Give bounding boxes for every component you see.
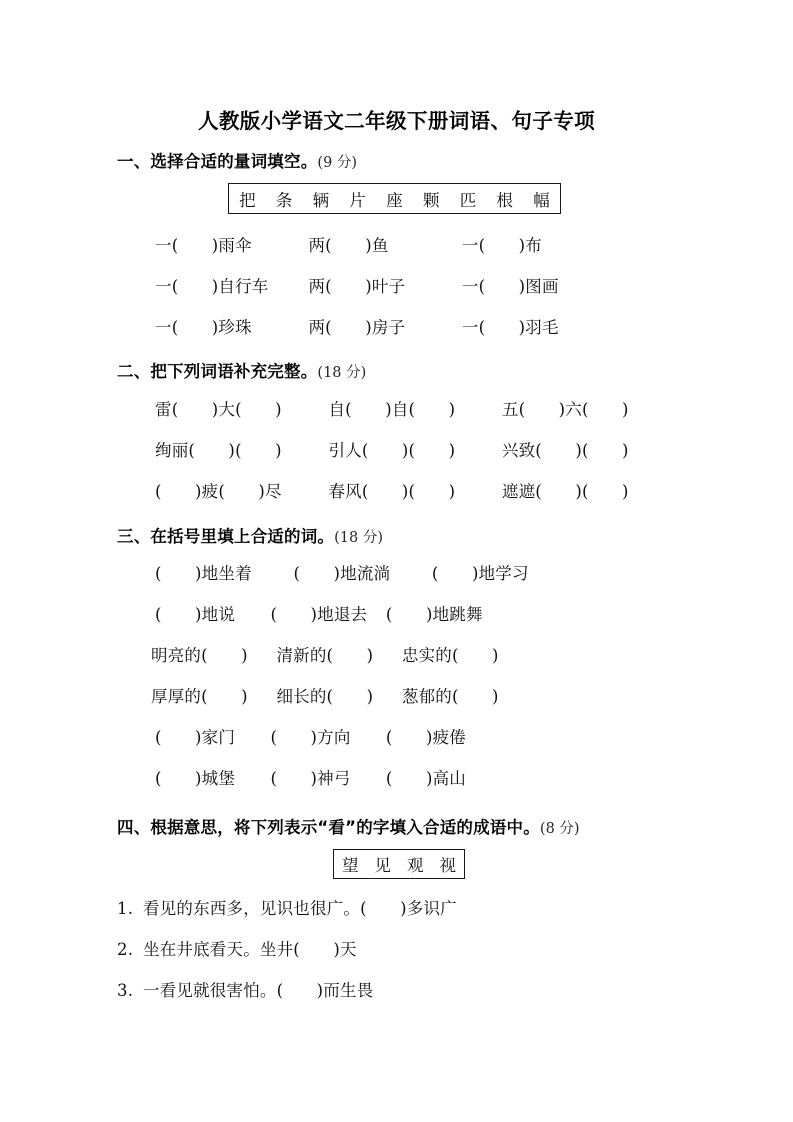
section-number-2: 二、 [117, 362, 151, 381]
word-bank-char: 条 [275, 190, 293, 210]
exercise-blank-item[interactable]: 两( )房子 [308, 318, 406, 337]
exercise-blank-item[interactable]: 引人( )( ) [328, 441, 456, 460]
word-bank-char: 座 [386, 190, 403, 210]
word-bank-char: 片 [349, 190, 366, 210]
exercise-row [151, 683, 522, 707]
section-title-4: 根据意思，将下列表示“看”的字填入合适的成语中。 [150, 818, 540, 837]
exercise-blank-item[interactable]: ( )地流淌 [293, 564, 391, 583]
exercise-blank-item[interactable]: ( )城堡 [155, 769, 236, 788]
exercise-blank-item[interactable]: ( )疲( )尽 [155, 482, 282, 501]
exercise-blank-item[interactable]: 两( )叶子 [308, 277, 406, 296]
section-title-2: 把下列词语补充完整。 [150, 362, 318, 381]
exercise-row [155, 232, 610, 256]
word-bank-char: 视 [439, 856, 456, 875]
exercise-blank-item[interactable]: 春风( )( ) [328, 482, 456, 501]
exercise-blank-item[interactable]: 细长的( ) [276, 687, 374, 706]
exercise-blank-item[interactable]: 一( )自行车 [155, 277, 269, 296]
exercise-blank-item[interactable]: ( )地跳舞 [385, 605, 483, 624]
exercise-blank-item[interactable]: 忠实的( ) [401, 646, 499, 665]
word-bank-char: 颗 [422, 190, 440, 210]
word-bank-measure-words [228, 183, 561, 214]
exercise-blank-item[interactable]: 五( )六( ) [501, 400, 629, 419]
word-bank-char: 观 [407, 856, 424, 875]
section-score-4: (8 分) [539, 821, 580, 837]
exercise-blank-item[interactable]: 明亮的( ) [151, 646, 248, 665]
exercise-row [155, 724, 496, 748]
section-number-4: 四、 [117, 818, 151, 837]
exercise-blank-item[interactable]: 一( )羽毛 [461, 318, 559, 337]
exercise-blank-item[interactable]: ( )家门 [155, 728, 236, 747]
list-item-number: 1. [117, 899, 134, 918]
exercise-row [155, 478, 670, 502]
exercise-row [155, 560, 565, 584]
exercise-blank-item[interactable]: 一( )雨伞 [155, 236, 252, 255]
exercise-blank-item[interactable]: 遮遮( )( ) [501, 482, 629, 501]
exercise-blank-item[interactable]: ( )地说 [155, 605, 236, 624]
section-score-3: (18 分) [334, 530, 383, 546]
exercise-blank-item[interactable]: 兴致( )( ) [501, 441, 629, 460]
word-bank-char: 匹 [459, 190, 477, 210]
section-number-3: 三、 [117, 527, 151, 546]
exercise-blank-item[interactable]: 一( )图画 [461, 277, 559, 296]
exercise-blank-item[interactable]: 两( )鱼 [308, 236, 389, 255]
exercise-row [155, 601, 496, 625]
exercise-row [155, 273, 610, 297]
exercise-row [151, 642, 522, 666]
word-bank-look-characters [333, 849, 465, 879]
section-heading-2 [117, 358, 366, 382]
section-heading-4 [117, 814, 580, 838]
section-title-1: 选择合适的量词填空。 [150, 152, 318, 171]
exercise-blank-item[interactable]: 葱郁的( ) [401, 687, 499, 706]
exercise-row [155, 396, 670, 420]
exercise-blank-item[interactable]: ( )地学习 [431, 564, 529, 583]
exercise-row [155, 765, 496, 789]
word-bank-char: 幅 [533, 190, 550, 210]
list-item-text[interactable]: 看见的东西多，见识也很广。( )多识广 [143, 899, 457, 918]
exercise-blank-item[interactable]: 清新的( ) [276, 646, 374, 665]
exercise-blank-item[interactable]: 厚厚的( ) [151, 687, 248, 706]
exercise-blank-item[interactable]: 绚丽( )( ) [155, 441, 282, 460]
list-item-text[interactable]: 一看见就很害怕。( )而生畏 [143, 981, 374, 1000]
list-item [117, 936, 357, 960]
exercise-blank-item[interactable]: ( )地退去 [270, 605, 368, 624]
word-bank-char: 辆 [312, 190, 330, 210]
exercise-blank-item[interactable]: ( )方向 [270, 728, 351, 747]
exercise-blank-item[interactable]: ( )高山 [385, 769, 466, 788]
section-score-1: (9 分) [317, 155, 358, 171]
section-score-2: (18 分) [317, 365, 367, 381]
page-title: 人教版小学语文二年级下册词语、句子专项 [197, 109, 596, 133]
section-number-1: 一、 [117, 152, 151, 171]
section-heading-3 [117, 523, 383, 547]
list-item [117, 895, 457, 919]
exercise-blank-item[interactable]: 自( )自( ) [328, 400, 456, 419]
list-item-text[interactable]: 坐在井底看天。坐井( )天 [143, 940, 357, 959]
section-heading-1 [117, 148, 357, 172]
section-title-3: 在括号里填上合适的词。 [150, 527, 335, 546]
exercise-blank-item[interactable]: 一( )布 [461, 236, 542, 255]
exercise-blank-item[interactable]: 雷( )大( ) [155, 400, 282, 419]
exercise-blank-item[interactable]: ( )地坐着 [155, 564, 252, 583]
word-bank-char: 根 [496, 190, 513, 210]
exercise-blank-item[interactable]: ( )神弓 [270, 769, 351, 788]
exercise-row [155, 437, 670, 461]
list-item-number: 3. [117, 981, 134, 1000]
list-item-number: 2. [117, 940, 134, 959]
exercise-blank-item[interactable]: 一( )珍珠 [155, 318, 252, 337]
list-item [117, 977, 373, 1001]
word-bank-char: 把 [239, 190, 256, 210]
word-bank-char: 见 [374, 856, 391, 875]
word-bank-char: 望 [342, 856, 359, 875]
exercise-row [155, 314, 610, 338]
exercise-blank-item[interactable]: ( )疲倦 [385, 728, 466, 747]
